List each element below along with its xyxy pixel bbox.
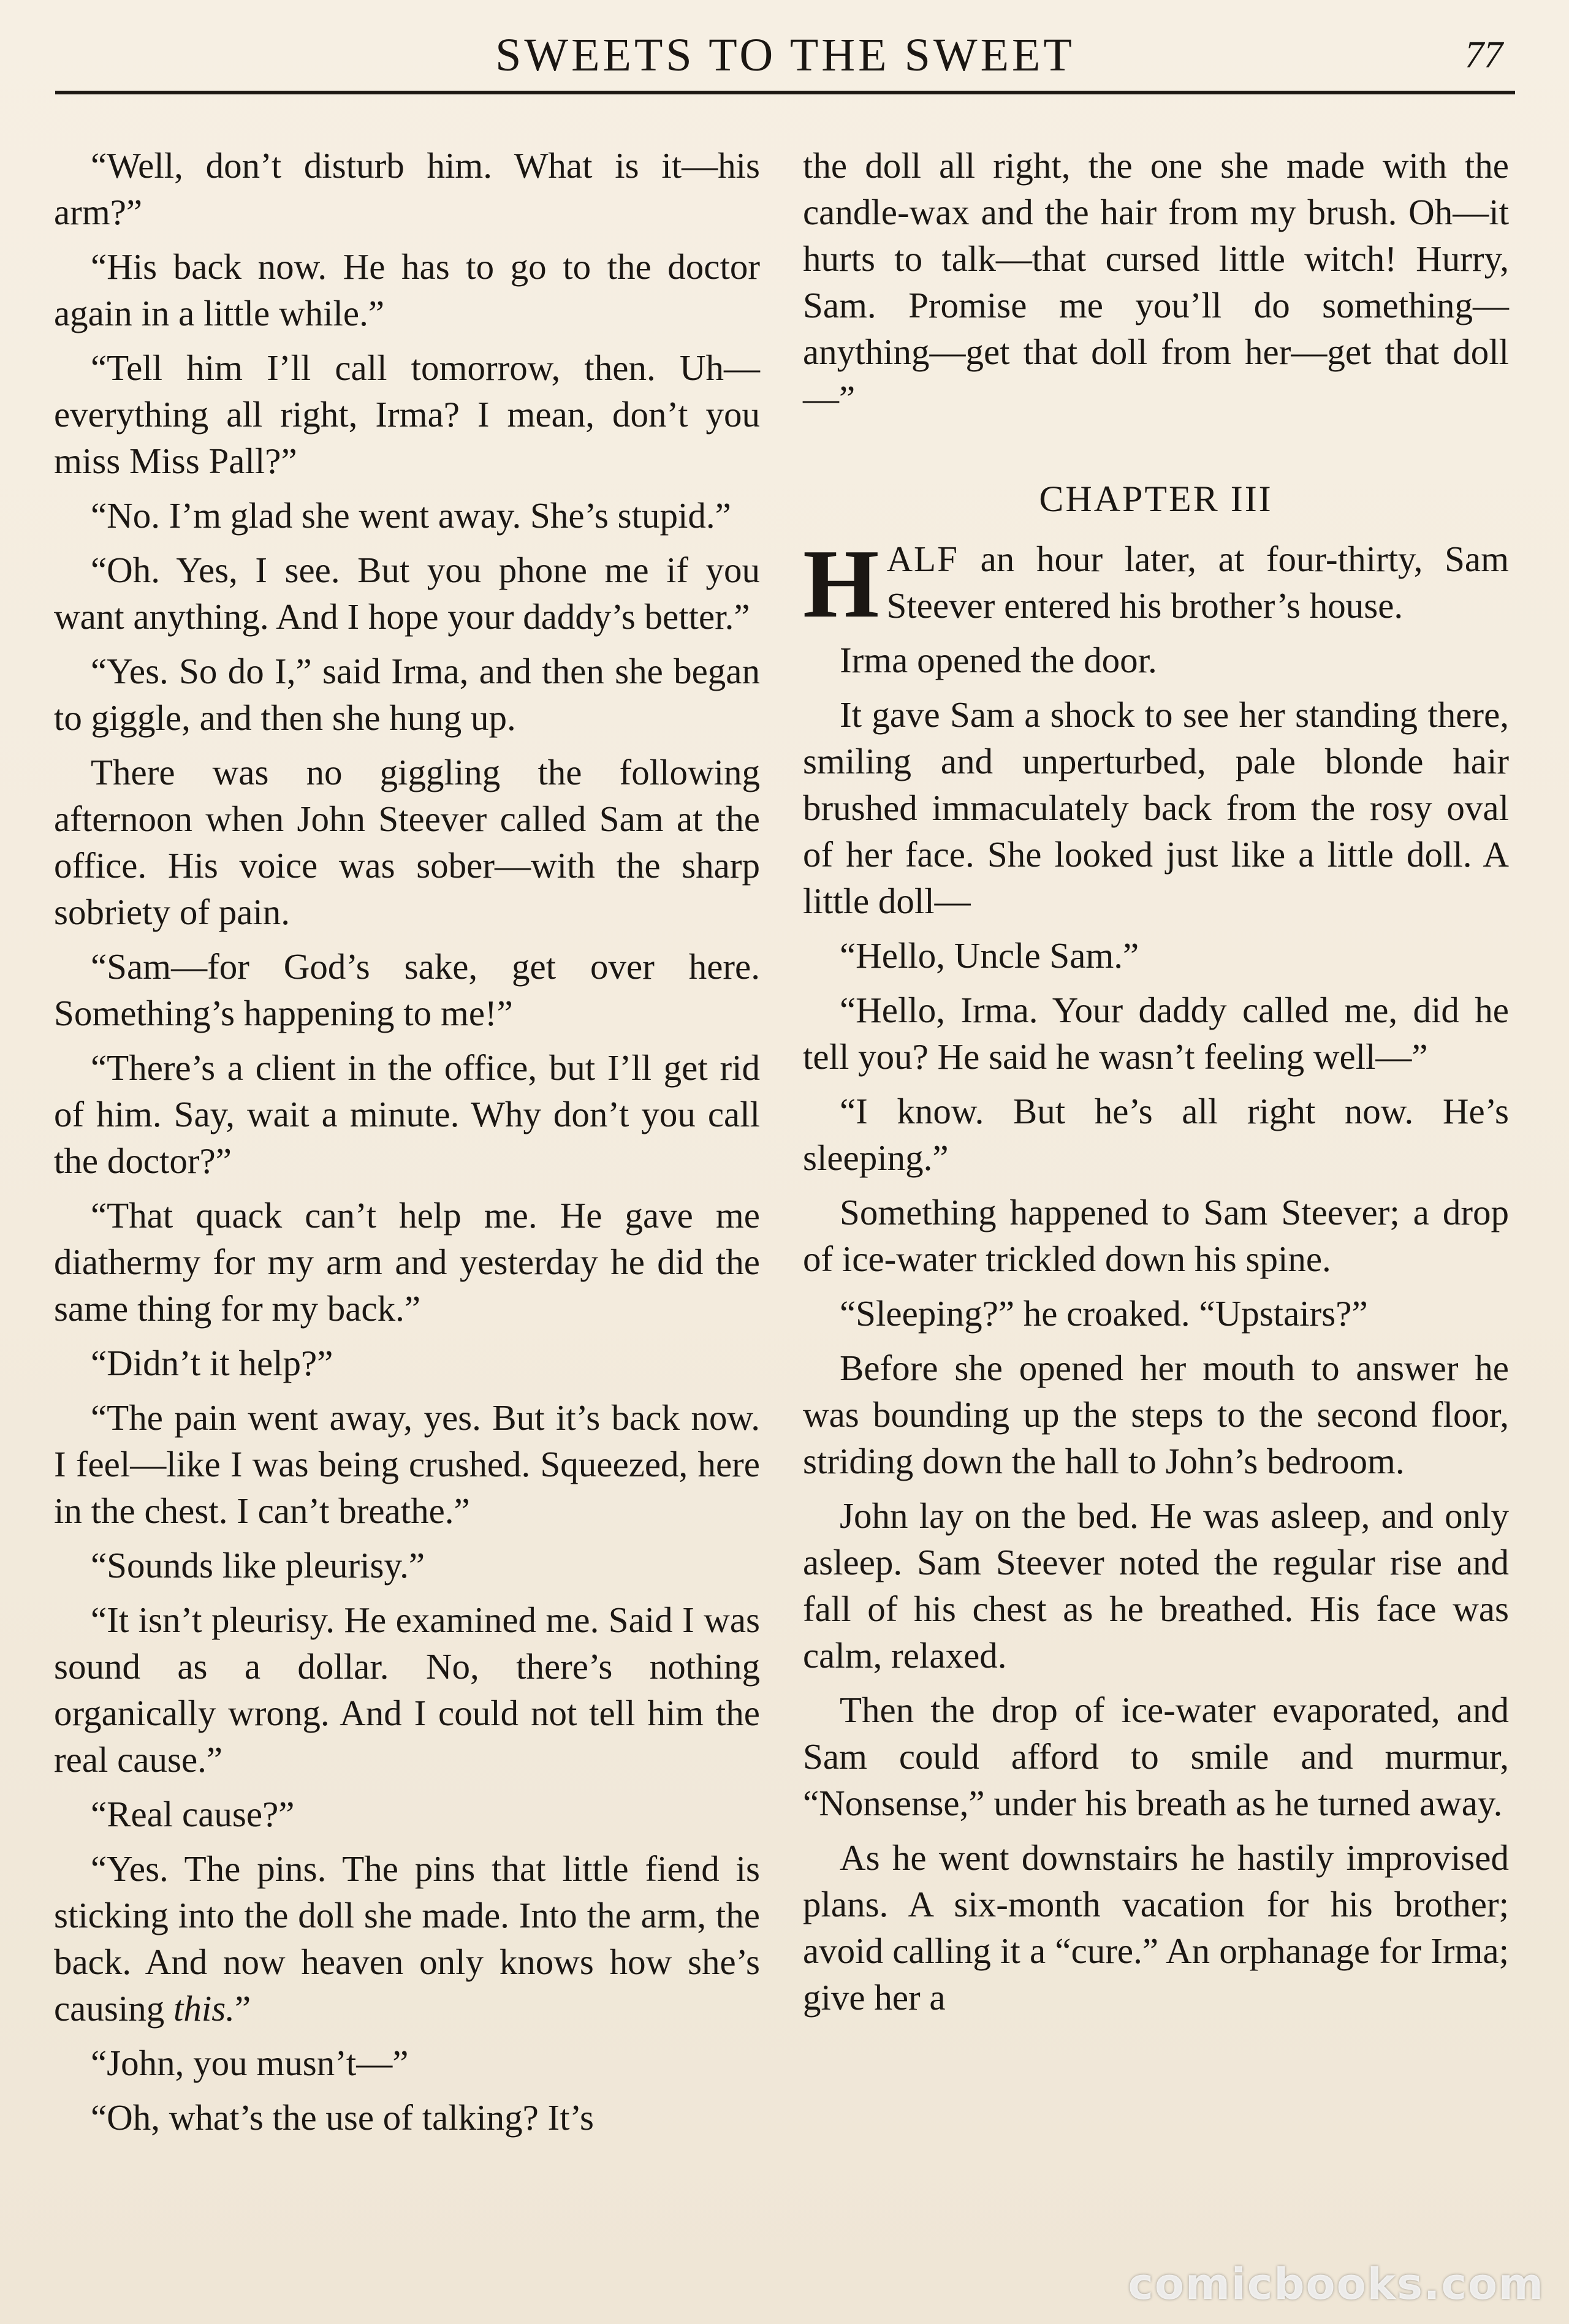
paragraph: “Sounds like pleurisy.” xyxy=(91,1545,425,1585)
paragraph: “Well, don’t disturb him. What is it—his arm?” xyxy=(54,145,760,232)
paragraph: Irma opened the door. xyxy=(840,640,1157,680)
paragraph: “Hello, Uncle Sam.” xyxy=(840,935,1139,976)
paragraph: “No. I’m glad she went away. She’s stupid.” xyxy=(91,495,731,536)
paragraph: “Oh. Yes, I see. But you phone me if you want anything. And I hope your daddy’s better.” xyxy=(54,550,760,637)
paragraph-with-emphasis xyxy=(54,1845,760,2032)
drop-cap: H xyxy=(803,529,879,638)
paragraph: Before she opened her mouth to answer he was bounding up the steps to the second floor, striding down the hall to John’s bedroom. xyxy=(803,1348,1509,1481)
paragraph: “Hello, Irma. Your daddy called me, did he tell you? He said he wasn’t feeling well—” xyxy=(803,990,1509,1077)
paragraph: Then the drop of ice-water evaporated, and Sam could afford to smile and murmur, “Nonsense,” under his breath as he turned away. xyxy=(803,1690,1509,1823)
paragraph: “Sam—for God’s sake, get over here. Something’s happening to me!” xyxy=(54,946,760,1033)
paragraph: “The pain went away, yes. But it’s back now. I feel—like I was being crushed. Squeezed, here in the chest. I can’t breathe.” xyxy=(54,1397,760,1531)
page-header xyxy=(55,25,1515,92)
page-number: 77 xyxy=(1465,34,1503,76)
right-column xyxy=(803,142,1509,2029)
chapter-heading: CHAPTER III xyxy=(1039,479,1273,519)
paragraph: As he went downstairs he hastily improvised plans. A six-month vacation for his brother; avoid calling it a “cure.” An orphanage for Irma; give her a xyxy=(803,1837,1509,2018)
paragraph: “Didn’t it help?” xyxy=(91,1343,333,1383)
chapter-opening-paragraph xyxy=(803,529,1509,638)
running-title: SWEETS TO THE SWEET xyxy=(495,29,1075,81)
paragraph: There was no giggling the following afternoon when John Steever called Sam at the office. His voice was sober—with the sharp sobriety of pain. xyxy=(54,752,760,932)
paragraph: “There’s a client in the office, but I’ll get rid of him. Say, wait a minute. Why don’t you call the doctor?” xyxy=(54,1047,760,1181)
paragraph: “Yes. So do I,” said Irma, and then she began to giggle, and then she hung up. xyxy=(54,651,760,738)
paragraph: “Sleeping?” he croaked. “Upstairs?” xyxy=(840,1293,1368,1334)
left-column xyxy=(54,142,760,2149)
emphasis-text: this. xyxy=(173,1988,235,2029)
opening-smallcaps: ALF xyxy=(886,539,959,579)
paragraph: “I know. But he’s all right now. He’s sleeping.” xyxy=(803,1091,1509,1178)
paragraph-text: ” xyxy=(234,1988,251,2029)
paragraph-text: “Yes. The pins. The pins that little fiend is sticking into the doll she made. Into the arm, the back. And now heaven only knows how she’s causing xyxy=(54,1848,760,2029)
site-watermark: comicbooks.com xyxy=(1128,2259,1544,2309)
continued-paragraph: the doll all right, the one she made with the candle-wax and the hair from my brush. Oh—it hurts to talk—that cursed little witch! Hurry, Sam. Promise me you’ll do something—anything—get that doll from her—get that doll—” xyxy=(803,145,1509,419)
paragraph: “It isn’t pleurisy. He examined me. Said I was sound as a dollar. No, there’s nothing organically wrong. And I could not tell him the real cause.” xyxy=(54,1600,760,1780)
paragraph: “Oh, what’s the use of talking? It’s xyxy=(91,2097,594,2138)
paragraph: “That quack can’t help me. He gave me diathermy for my arm and yesterday he did the same thing for my back.” xyxy=(54,1195,760,1329)
paragraph: Something happened to Sam Steever; a drop of ice-water trickled down his spine. xyxy=(803,1192,1509,1279)
paragraph: “John, you musn’t—” xyxy=(91,2043,409,2083)
header-rule xyxy=(55,91,1515,94)
paragraph: It gave Sam a shock to see her standing there, smiling and unperturbed, pale blonde hair brushed immaculately back from the rosy oval of her face. She looked just like a little doll. A little doll— xyxy=(803,694,1509,921)
opening-text: an hour later, at four-thirty, Sam Steever entered his brother’s house. xyxy=(886,539,1509,626)
paragraph: “Tell him I’ll call tomorrow, then. Uh—everything all right, Irma? I mean, don’t you miss Miss Pall?” xyxy=(54,347,760,481)
paragraph: “Real cause?” xyxy=(91,1794,295,1834)
paragraph: John lay on the bed. He was asleep, and only asleep. Sam Steever noted the regular rise and fall of his chest as he breathed. His face was calm, relaxed. xyxy=(803,1495,1509,1676)
paragraph: “His back now. He has to go to the doctor again in a little while.” xyxy=(54,246,760,333)
